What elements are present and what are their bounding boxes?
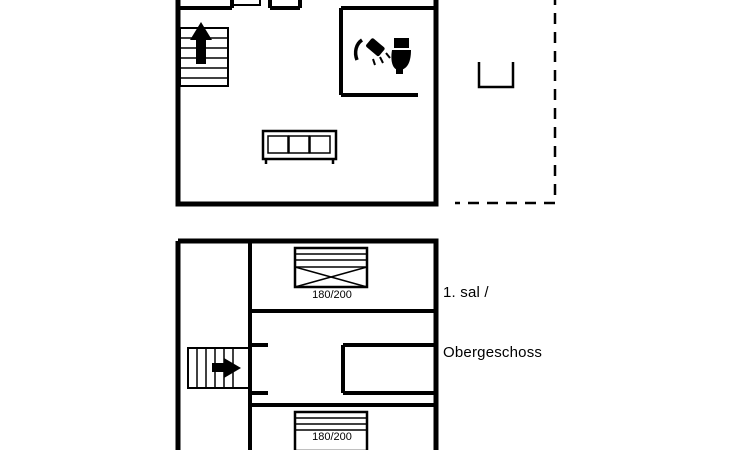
cabinet-icon (232, 0, 260, 5)
toilet-icon (391, 38, 411, 74)
dashed-terrace-outline (436, 0, 555, 203)
ground-floor-plan (178, 241, 436, 450)
shower-icon (356, 37, 390, 65)
floor-label-line1: 1. sal / (443, 284, 489, 301)
upper-outer-walls (178, 0, 436, 204)
sofa-icon (263, 131, 336, 164)
bed-upper-icon (295, 248, 367, 287)
floor-label (443, 243, 542, 403)
bed-lower-dimension: 180/200 (312, 431, 352, 443)
staircase-up-icon (180, 22, 228, 86)
bed-upper-dimension: 180/200 (312, 289, 352, 301)
counter-icon (479, 62, 513, 87)
upper-floor-plan (178, 0, 555, 204)
floor-label-line2: Obergeschoss (443, 344, 543, 361)
staircase-down-icon (188, 348, 250, 388)
